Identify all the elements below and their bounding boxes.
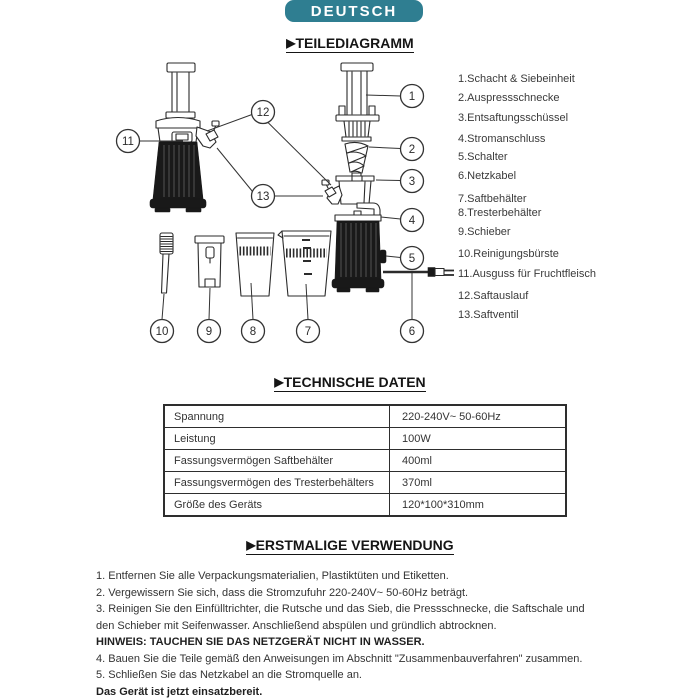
motor-body-assembled <box>150 142 206 212</box>
svg-text:1: 1 <box>408 91 416 104</box>
callout-12 <box>252 101 275 124</box>
strainer-part <box>342 121 371 141</box>
section-title: TEILEDIAGRAMM <box>295 35 414 51</box>
tech-data-table <box>163 404 567 517</box>
callout-9 <box>198 320 221 343</box>
pulp-container <box>236 233 274 296</box>
juicing-bowl-part <box>322 176 374 204</box>
callout-13 <box>252 185 275 208</box>
part-item: 9.Schieber <box>458 226 511 238</box>
callout-8 <box>242 320 265 343</box>
table-row <box>164 450 566 472</box>
power-cable <box>383 268 454 277</box>
section-heading-first-use <box>0 537 700 555</box>
callout-2 <box>401 138 424 161</box>
callout-11 <box>117 130 140 153</box>
svg-text:9: 9 <box>205 326 213 339</box>
part-item: 2.Auspressschnecke <box>458 92 560 104</box>
accessories-row <box>160 231 331 296</box>
part-item: 7.Saftbehälter <box>458 193 527 205</box>
part-item: 8.Tresterbehälter <box>458 207 542 219</box>
callout-5 <box>401 247 424 270</box>
instruction-line: 4. Bauen Sie die Teile gemäß den Anweisungen im Abschnitt "Zusammenbauverfahren" zusammen. <box>96 652 583 665</box>
motor-body-part <box>332 203 384 292</box>
callout-1 <box>401 85 424 108</box>
instruction-line: 3. Reinigen Sie den Einfülltrichter, die Rutsche und das Sieb, die Pressschnecke, die Saftschale und <box>96 603 585 615</box>
part-item: 10.Reinigungsbürste <box>458 248 559 260</box>
spec-value: 400ml <box>390 450 567 472</box>
svg-text:3: 3 <box>408 176 416 189</box>
auger-part <box>345 142 368 176</box>
power-switch <box>380 250 386 263</box>
svg-text:7: 7 <box>304 326 312 339</box>
svg-text:4: 4 <box>408 215 416 228</box>
instruction-line: 2. Vergewissern Sie sich, dass die Stromzufuhr 220-240V~ 50-60Hz beträgt. <box>96 586 469 599</box>
assembled-juicer-figure <box>150 63 219 212</box>
instruction-warning: HINWEIS: TAUCHEN SIE DAS NETZGERÄT NICHT IN WASSER. <box>96 636 425 648</box>
part-item: 12.Saftauslauf <box>458 290 529 302</box>
triangle-bullet-icon: ▶ <box>246 538 256 552</box>
spec-value: 220-240V~ 50-60Hz <box>390 405 567 428</box>
juice-container <box>278 231 331 296</box>
spec-label: Fassungsvermögen Saftbehälter <box>164 450 390 472</box>
svg-text:5: 5 <box>408 253 416 266</box>
section-heading-tech-data <box>0 374 700 392</box>
svg-text:12: 12 <box>256 107 270 120</box>
cleaning-brush <box>160 233 173 293</box>
table-row <box>164 494 566 517</box>
part-item: 1.Schacht & Siebeinheit <box>458 73 575 85</box>
instruction-line: 5. Schließen Sie das Netzkabel an die Stromquelle an. <box>96 669 362 681</box>
parts-diagram <box>95 55 465 355</box>
part-item: 11.Ausguss für Fruchtfleisch <box>458 268 596 280</box>
feed-chute-part <box>336 63 379 121</box>
part-item: 5.Schalter <box>458 151 508 163</box>
table-row <box>164 428 566 450</box>
spec-value: 100W <box>390 428 567 450</box>
callout-7 <box>297 320 320 343</box>
triangle-bullet-icon: ▶ <box>286 36 296 50</box>
instruction-line: 1. Entfernen Sie alle Verpackungsmaterialien, Plastiktüten und Etiketten. <box>96 570 449 582</box>
section-title: TECHNISCHE DATEN <box>283 374 426 390</box>
spec-label: Spannung <box>164 405 390 428</box>
svg-text:2: 2 <box>408 144 416 157</box>
pusher <box>195 236 224 287</box>
spec-value: 120*100*310mm <box>390 494 567 517</box>
table-row <box>164 472 566 494</box>
svg-text:13: 13 <box>256 191 270 204</box>
spec-label: Leistung <box>164 428 390 450</box>
spec-label: Fassungsvermögen des Tresterbehälters <box>164 472 390 494</box>
callout-6 <box>401 320 424 343</box>
instruction-line: den Schieber mit Seifenwasser. Anschließend abspülen und gründlich abtrocknen. <box>96 619 497 632</box>
table-row <box>164 405 566 428</box>
first-use-instructions <box>96 568 616 700</box>
part-item: 4.Stromanschluss <box>458 133 546 145</box>
svg-text:10: 10 <box>155 326 169 339</box>
part-item: 3.Entsaftungsschüssel <box>458 112 569 124</box>
exploded-juicer-figure <box>322 63 454 292</box>
svg-text:11: 11 <box>122 136 134 149</box>
svg-text:8: 8 <box>249 326 257 339</box>
callout-3 <box>401 170 424 193</box>
callout-4 <box>401 209 424 232</box>
part-item: 6.Netzkabel <box>458 170 517 182</box>
spec-label: Größe des Geräts <box>164 494 390 517</box>
callout-10 <box>151 320 174 343</box>
section-heading-parts <box>0 35 700 53</box>
language-badge: DEUTSCH <box>285 0 423 22</box>
spec-value: 370ml <box>390 472 567 494</box>
section-title: ERSTMALIGE VERWENDUNG <box>255 537 454 553</box>
instruction-ready-note: Das Gerät ist jetzt einsatzbereit. <box>96 685 263 698</box>
triangle-bullet-icon: ▶ <box>274 375 284 389</box>
part-item: 13.Saftventil <box>458 309 519 321</box>
svg-text:6: 6 <box>408 326 416 339</box>
